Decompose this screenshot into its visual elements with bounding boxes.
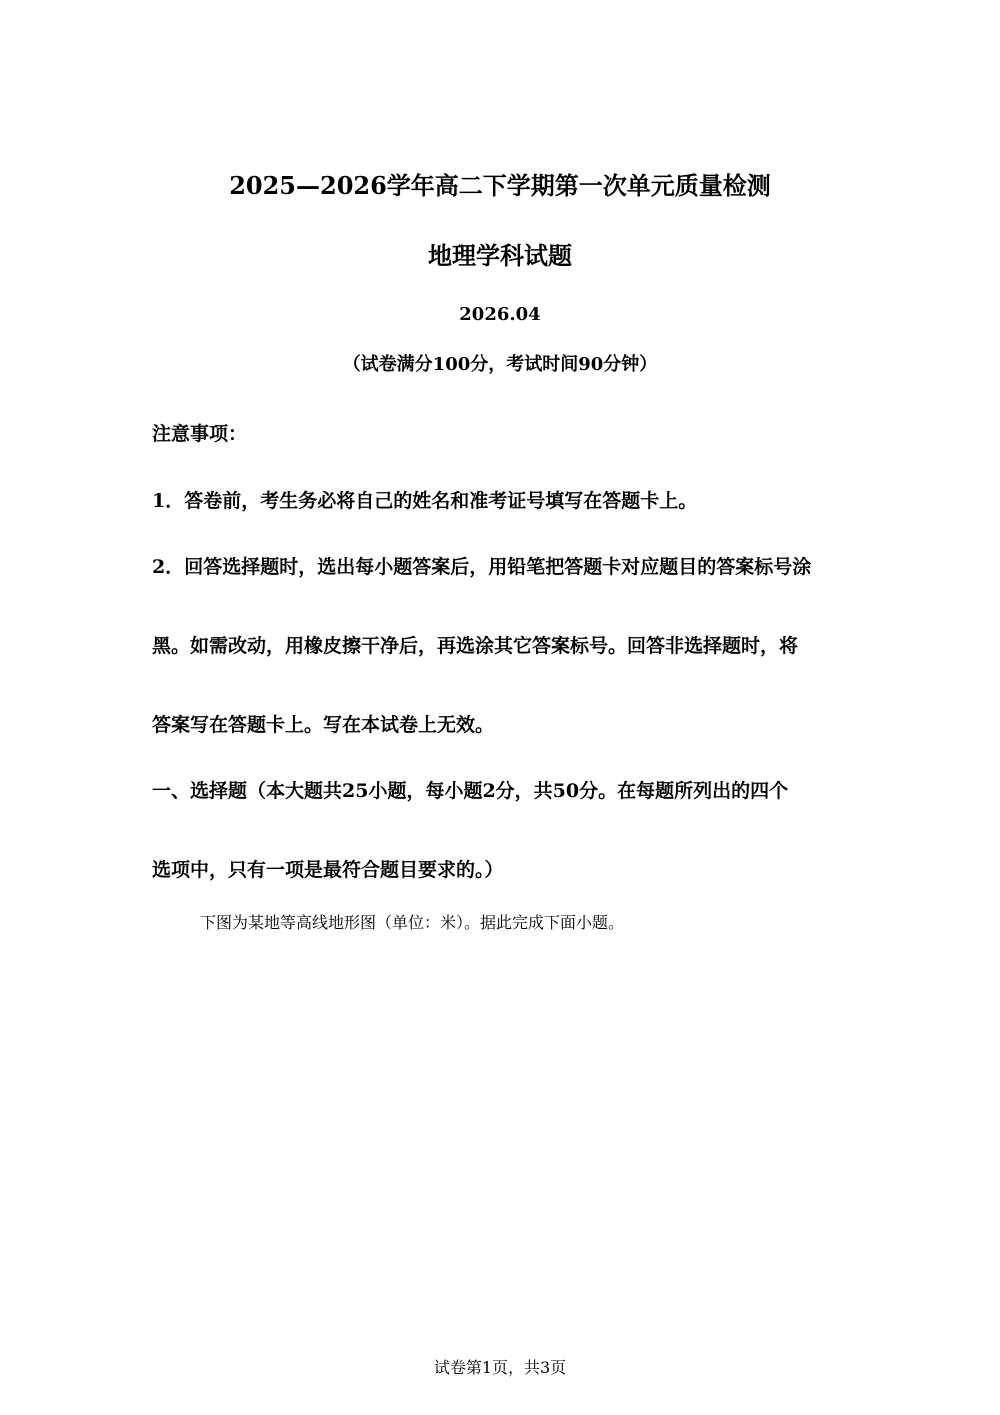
section-1-heading-line-1: 一、选择题（本大题共25小题，每小题2分，共50分。在每题所列出的四个 (152, 780, 789, 802)
notice-item-1: 1．答卷前，考生务必将自己的姓名和准考证号填写在答题卡上。 (152, 490, 698, 512)
exam-subject-title: 地理学科试题 (428, 241, 572, 270)
exam-score-time-info: （试卷满分100分，考试时间90分钟） (342, 354, 658, 375)
notice-item-2-line-2: 黑。如需改动，用橡皮擦干净后，再选涂其它答案标号。回答非选择题时，将 (152, 635, 799, 657)
notice-item-2-line-3: 答案写在答题卡上。写在本试卷上无效。 (152, 714, 495, 736)
question-intro: 下图为某地等高线地形图（单位：米）。据此完成下面小题。 (200, 913, 625, 932)
exam-title: 2025—2026学年高二下学期第一次单元质量检测 (229, 171, 771, 200)
exam-date: 2026.04 (459, 304, 541, 325)
page-footer: 试卷第1页，共3页 (433, 1358, 567, 1377)
notice-item-2-line-1: 2．回答选择题时，选出每小题答案后，用铅笔把答题卡对应题目的答案标号涂 (152, 556, 812, 578)
section-1-heading-line-2: 选项中，只有一项是最符合题目要求的。） (152, 859, 504, 881)
notice-heading: 注意事项： (152, 423, 248, 445)
